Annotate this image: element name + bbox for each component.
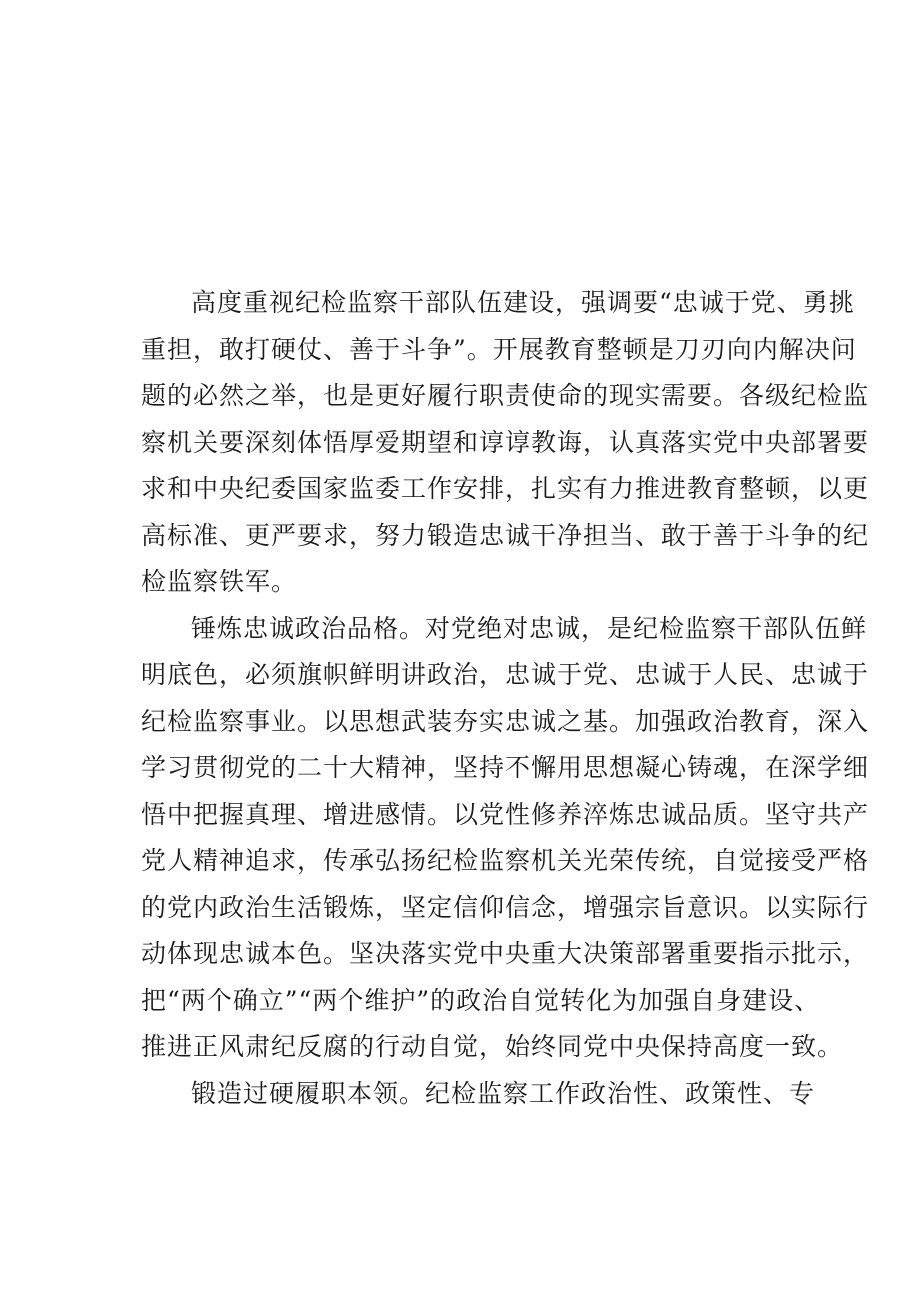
paragraph-2 [141,606,870,1071]
text-line: 纪检监察事业。以思想武装夯实忠诚之基。加强政治教育，深入 [141,706,870,736]
paragraph-1 [141,280,870,606]
text-line: 把“两个确立”“两个维护”的政治自觉转化为加强自身建设、 [141,985,821,1015]
text-line: 明底色，必须旗帜鲜明讲政治，忠诚于党、忠诚于人民、忠诚于 [141,660,870,689]
text-line: 学习贯彻党的二十大精神，坚持不懈用思想凝心铸魂，在深学细 [141,753,870,782]
text-line: 悟中把握真理、增进感情。以党性修养淬炼忠诚品质。坚守共产 [141,799,870,829]
text-line: 察机关要深刻体悟厚爱期望和谆谆教诲，认真落实党中央部署要 [141,427,870,457]
text-line: 锻造过硬履职本领。纪检监察工作政治性、政策性、专 [191,1078,816,1108]
text-line: 检监察铁军。 [141,567,298,596]
document-body [141,280,870,1117]
text-line: 高度重视纪检监察干部队伍建设，强调要“忠诚于党、勇挑 [191,288,855,317]
text-line: 动体现忠诚本色。坚决落实党中央重大决策部署重要指示批示， [141,939,870,968]
text-line: 锤炼忠诚政治品格。对党绝对忠诚，是纪检监察干部队伍鲜 [191,613,868,643]
text-line: 推进正风肃纪反腐的行动自觉，始终同党中央保持高度一致。 [141,1032,844,1061]
text-line: 党人精神追求，传承弘扬纪检监察机关光荣传统，自觉接受严格 [141,846,870,875]
text-line: 题的必然之举，也是更好履行职责使命的现实需要。各级纪检监 [141,381,870,410]
text-line: 高标准、更严要求，努力锻造忠诚干净担当、敢于善于斗争的纪 [141,520,870,550]
text-line: 的党内政治生活锻炼，坚定信仰信念，增强宗旨意识。以实际行 [141,892,870,922]
text-line: 重担，敢打硬仗、善于斗争”。开展教育整顿是刀刃向内解决问 [141,334,857,364]
text-line: 求和中央纪委国家监委工作安排，扎实有力推进教育整顿，以更 [141,474,870,503]
paragraph-3 [141,1071,816,1118]
